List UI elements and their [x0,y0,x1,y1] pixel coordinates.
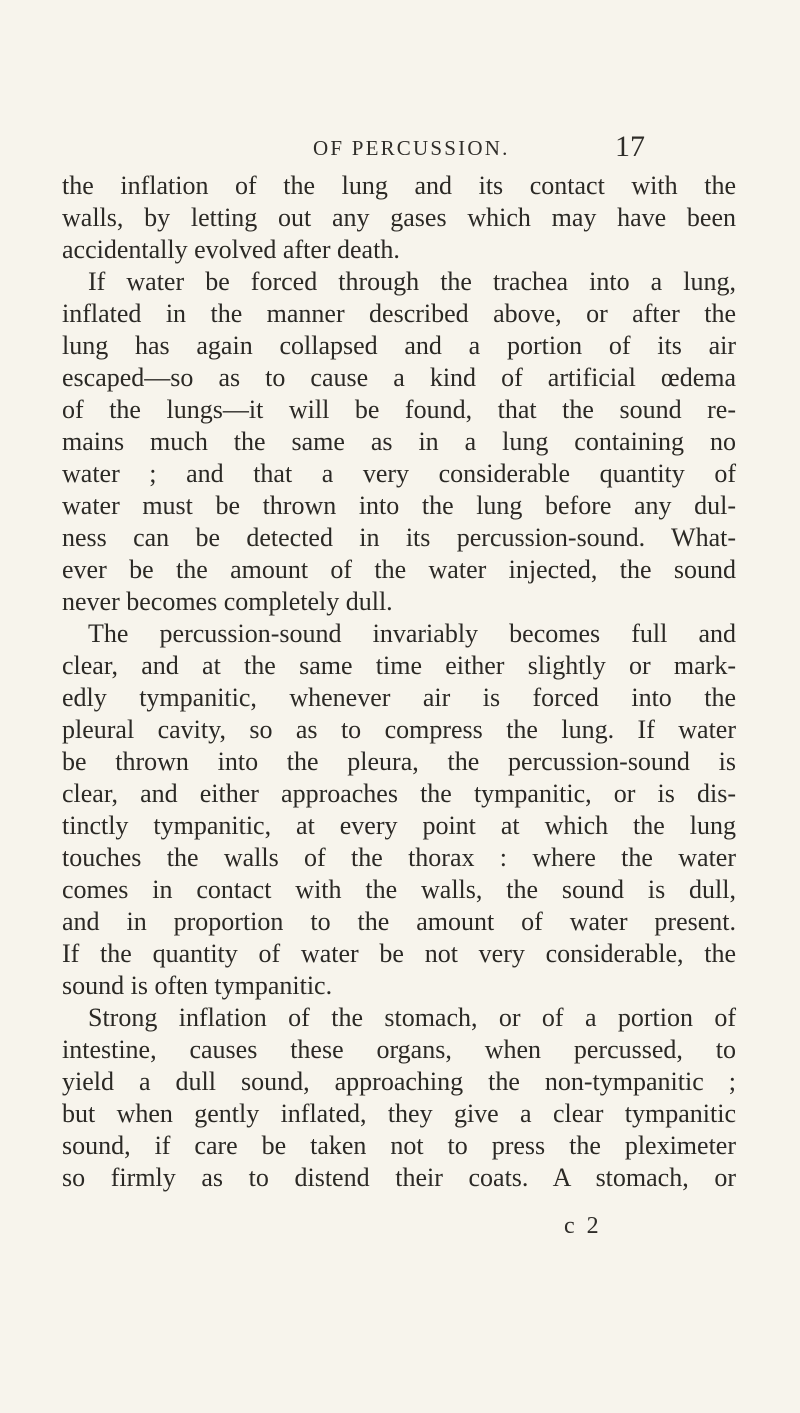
text-line: ness can be detected in its percussion-sound. What- [62,523,736,552]
text-line: The percussion-sound invariably becomes full and [88,619,736,648]
text-line: comes in contact with the walls, the sound is dull, [62,875,736,904]
text-line: sound is often tympanitic. [62,971,333,1000]
text-line: accidentally evolved after death. [62,235,400,264]
signature-mark: c 2 [564,1213,602,1239]
text-line: yield a dull sound, approaching the non-tympanitic ; [62,1067,736,1096]
text-line: the inflation of the lung and its contact with the [62,171,736,200]
text-line: so firmly as to distend their coats. A stomach, or [62,1163,736,1192]
text-line: If the quantity of water be not very considerable, the [62,939,736,968]
text-line: tinctly tympanitic, at every point at which the lung [62,811,736,840]
page-header [0,130,800,170]
text-line: sound, if care be taken not to press the pleximeter [62,1131,736,1160]
text-line: be thrown into the pleura, the percussion-sound is [62,747,736,776]
text-line: and in proportion to the amount of water present. [62,907,736,936]
text-line: of the lungs—it will be found, that the sound re- [62,395,736,424]
text-line: never becomes completely dull. [62,587,393,616]
text-line: intestine, causes these organs, when percussed, to [62,1035,736,1064]
text-line: Strong inflation of the stomach, or of a portion of [88,1003,736,1032]
text-line: touches the walls of the thorax : where the water [62,843,736,872]
running-head: OF PERCUSSION. [313,136,510,160]
text-line: clear, and either approaches the tympanitic, or is dis- [62,779,736,808]
text-line: ever be the amount of the water injected, the sound [62,555,736,584]
text-line: mains much the same as in a lung containing no [62,427,736,456]
text-line: edly tympanitic, whenever air is forced into the [62,683,736,712]
text-line: escaped—so as to cause a kind of artificial œdema [62,363,736,392]
text-line: pleural cavity, so as to compress the lung. If water [62,715,736,744]
text-line: water ; and that a very considerable quantity of [62,459,736,488]
text-line: water must be thrown into the lung before any dul- [62,491,736,520]
text-line: but when gently inflated, they give a clear tympanitic [62,1099,736,1128]
text-line: walls, by letting out any gases which may have been [62,203,736,232]
body-text [62,170,736,1194]
text-line: If water be forced through the trachea into a lung, [88,267,736,296]
page-number: 17 [615,130,645,163]
text-line: lung has again collapsed and a portion of its air [62,331,736,360]
text-line: clear, and at the same time either slightly or mark- [62,651,736,680]
text-line: inflated in the manner described above, or after the [62,299,736,328]
